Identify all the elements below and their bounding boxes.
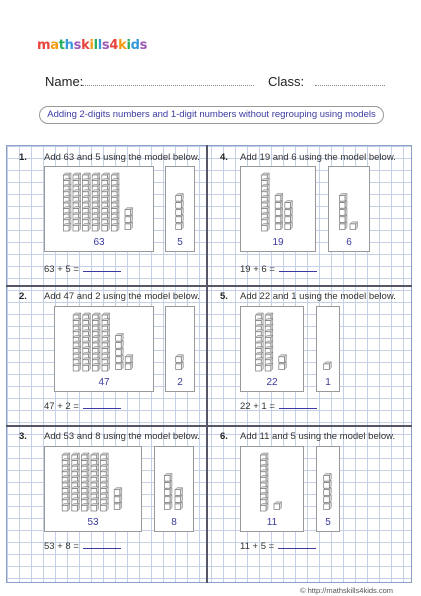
ones-model-box bbox=[165, 166, 195, 252]
ones-model-box bbox=[316, 446, 340, 532]
unit-cube bbox=[279, 355, 287, 363]
first-number-label: 19 bbox=[272, 237, 284, 248]
rod-unit bbox=[111, 223, 119, 231]
unit-cubes bbox=[166, 309, 194, 379]
equation bbox=[44, 400, 121, 412]
unit-cube bbox=[164, 488, 172, 496]
tens-rod bbox=[92, 313, 100, 371]
rod-unit bbox=[81, 503, 89, 511]
problem-number: 3. bbox=[19, 431, 27, 442]
rod-unit bbox=[91, 503, 99, 511]
unit-cube bbox=[339, 194, 347, 202]
equation-text: 47 + 2 = bbox=[44, 401, 79, 412]
unit-cube bbox=[175, 495, 183, 503]
unit-cube bbox=[116, 341, 124, 349]
unit-cube bbox=[339, 208, 347, 216]
tens-rod bbox=[91, 453, 99, 511]
tens-rod bbox=[62, 453, 70, 511]
unit-cube bbox=[164, 474, 172, 482]
first-number-label: 11 bbox=[266, 517, 278, 528]
tens-model-box bbox=[240, 446, 304, 532]
unit-cube bbox=[116, 355, 124, 363]
rod-unit bbox=[256, 363, 264, 371]
unit-cube bbox=[125, 215, 133, 223]
unit-cubes bbox=[317, 449, 339, 519]
tens-rod bbox=[265, 313, 273, 371]
tens-model-box bbox=[54, 306, 154, 392]
problem-number: 5. bbox=[220, 291, 228, 302]
unit-cube bbox=[125, 222, 133, 230]
rod-unit bbox=[92, 363, 100, 371]
unit-cube bbox=[114, 502, 122, 510]
second-number-label: 2 bbox=[177, 377, 183, 388]
rod-unit bbox=[265, 363, 273, 371]
problem-prompt: Add 11 and 5 using the model below. bbox=[240, 431, 396, 442]
tens-rod bbox=[83, 313, 91, 371]
rod-unit bbox=[102, 223, 110, 231]
unit-cube bbox=[285, 215, 293, 223]
footer-url: © http://mathskills4kids.com bbox=[300, 586, 394, 595]
unit-cube bbox=[176, 194, 184, 202]
unit-cube bbox=[339, 222, 347, 230]
ones-model-box bbox=[316, 306, 340, 392]
unit-cube bbox=[275, 208, 283, 216]
second-number-label: 5 bbox=[325, 517, 331, 528]
tens-rod bbox=[102, 313, 110, 371]
tens-model-box bbox=[240, 306, 304, 392]
worksheet-title-box bbox=[39, 106, 384, 124]
first-number-label: 47 bbox=[98, 377, 110, 388]
base-ten-blocks bbox=[45, 169, 153, 239]
unit-cube bbox=[175, 488, 183, 496]
problem-number: 2. bbox=[19, 291, 27, 302]
equation bbox=[240, 263, 317, 275]
unit-cubes bbox=[329, 169, 369, 239]
unit-cube bbox=[176, 362, 184, 370]
row-divider-1 bbox=[6, 285, 412, 287]
worksheet-title: Adding 2-digits numbers and 1-digit numbers without regrouping using models bbox=[47, 109, 376, 120]
name-field[interactable] bbox=[82, 85, 254, 86]
problem-prompt: Add 47 and 2 using the model below. bbox=[44, 291, 200, 302]
unit-cube bbox=[339, 215, 347, 223]
tens-rod bbox=[101, 453, 109, 511]
unit-cube bbox=[285, 222, 293, 230]
base-ten-blocks bbox=[241, 309, 303, 379]
tens-rod bbox=[111, 173, 119, 231]
ones-model-box bbox=[154, 446, 194, 532]
unit-cubes bbox=[166, 169, 194, 239]
rod-unit bbox=[83, 223, 91, 231]
problem-prompt: Add 53 and 8 using the model below. bbox=[44, 431, 200, 442]
equation bbox=[44, 263, 121, 275]
rod-unit bbox=[62, 503, 70, 511]
answer-blank[interactable] bbox=[279, 263, 317, 272]
base-ten-blocks bbox=[45, 449, 141, 519]
rod-unit bbox=[260, 503, 268, 511]
problem-number: 1. bbox=[19, 152, 27, 163]
first-number-label: 63 bbox=[93, 237, 105, 248]
site-logo: mathskills4kids bbox=[37, 38, 148, 53]
rod-unit bbox=[262, 223, 270, 231]
tens-rod bbox=[83, 173, 91, 231]
name-label: Name: bbox=[45, 74, 84, 89]
second-number-label: 5 bbox=[177, 237, 183, 248]
unit-cube bbox=[114, 488, 122, 496]
answer-blank[interactable] bbox=[83, 400, 121, 409]
class-field[interactable] bbox=[315, 85, 385, 86]
second-number-label: 8 bbox=[171, 517, 177, 528]
problem-prompt: Add 63 and 5 using the model below. bbox=[44, 152, 200, 163]
tens-rod bbox=[260, 453, 268, 511]
equation-text: 63 + 5 = bbox=[44, 264, 79, 275]
unit-cube bbox=[164, 495, 172, 503]
equation bbox=[44, 540, 121, 552]
tens-rod bbox=[81, 453, 89, 511]
base-ten-blocks bbox=[55, 309, 153, 379]
unit-cube bbox=[176, 208, 184, 216]
unit-cube bbox=[176, 355, 184, 363]
unit-cube bbox=[176, 201, 184, 209]
unit-cubes bbox=[317, 309, 339, 379]
equation-text: 19 + 6 = bbox=[240, 264, 275, 275]
answer-blank[interactable] bbox=[279, 400, 317, 409]
rod-unit bbox=[72, 503, 80, 511]
rod-unit bbox=[73, 363, 81, 371]
unit-cubes bbox=[155, 449, 193, 519]
base-ten-blocks bbox=[241, 169, 315, 239]
equation-text: 11 + 5 = bbox=[240, 541, 275, 552]
equation bbox=[240, 540, 316, 552]
class-label: Class: bbox=[268, 74, 305, 89]
ones-model-box bbox=[328, 166, 370, 252]
tens-rod bbox=[73, 313, 81, 371]
unit-cube bbox=[176, 215, 184, 223]
unit-cube bbox=[125, 355, 133, 363]
unit-cube bbox=[324, 481, 332, 489]
unit-cube bbox=[324, 488, 332, 496]
unit-cube bbox=[275, 201, 283, 209]
base-ten-blocks bbox=[241, 449, 303, 519]
tens-rod bbox=[72, 453, 80, 511]
unit-cube bbox=[175, 502, 183, 510]
problem-number: 4. bbox=[220, 152, 228, 163]
unit-cube bbox=[164, 481, 172, 489]
answer-blank[interactable] bbox=[83, 263, 121, 272]
equation-text: 53 + 8 = bbox=[44, 541, 79, 552]
row-divider-2 bbox=[6, 425, 412, 427]
second-number-label: 6 bbox=[346, 237, 352, 248]
tens-rod bbox=[262, 173, 270, 231]
unit-cube bbox=[350, 222, 358, 230]
rod-unit bbox=[101, 503, 109, 511]
tens-rod bbox=[102, 173, 110, 231]
unit-cube bbox=[125, 362, 133, 370]
equation bbox=[240, 400, 317, 412]
answer-blank[interactable] bbox=[278, 540, 316, 549]
unit-cube bbox=[324, 362, 332, 370]
column-divider bbox=[206, 145, 208, 583]
unit-cube bbox=[324, 495, 332, 503]
unit-cube bbox=[324, 474, 332, 482]
unit-cube bbox=[116, 334, 124, 342]
unit-cube bbox=[285, 208, 293, 216]
unit-cube bbox=[285, 201, 293, 209]
tens-model-box bbox=[240, 166, 316, 252]
tens-model-box bbox=[44, 446, 142, 532]
rod-unit bbox=[73, 223, 81, 231]
unit-cube bbox=[274, 502, 282, 510]
tens-model-box bbox=[44, 166, 154, 252]
unit-cube bbox=[279, 362, 287, 370]
rod-unit bbox=[92, 223, 100, 231]
unit-cube bbox=[176, 222, 184, 230]
ones-model-box bbox=[165, 306, 195, 392]
tens-rod bbox=[92, 173, 100, 231]
problem-prompt: Add 19 and 6 using the model below. bbox=[240, 152, 396, 163]
unit-cube bbox=[114, 495, 122, 503]
problem-number: 6. bbox=[220, 431, 228, 442]
equation-text: 22 + 1 = bbox=[240, 401, 275, 412]
answer-blank[interactable] bbox=[83, 540, 121, 549]
unit-cube bbox=[275, 222, 283, 230]
rod-unit bbox=[102, 363, 110, 371]
unit-cube bbox=[125, 208, 133, 216]
rod-unit bbox=[83, 363, 91, 371]
rod-unit bbox=[63, 223, 71, 231]
tens-rod bbox=[63, 173, 71, 231]
problem-prompt: Add 22 and 1 using the model below. bbox=[240, 291, 396, 302]
unit-cube bbox=[164, 502, 172, 510]
unit-cube bbox=[116, 348, 124, 356]
tens-rod bbox=[256, 313, 264, 371]
first-number-label: 53 bbox=[87, 517, 99, 528]
first-number-label: 22 bbox=[266, 377, 278, 388]
unit-cube bbox=[116, 362, 124, 370]
unit-cube bbox=[339, 201, 347, 209]
unit-cube bbox=[275, 194, 283, 202]
unit-cube bbox=[275, 215, 283, 223]
unit-cube bbox=[324, 502, 332, 510]
tens-rod bbox=[73, 173, 81, 231]
second-number-label: 1 bbox=[325, 377, 331, 388]
